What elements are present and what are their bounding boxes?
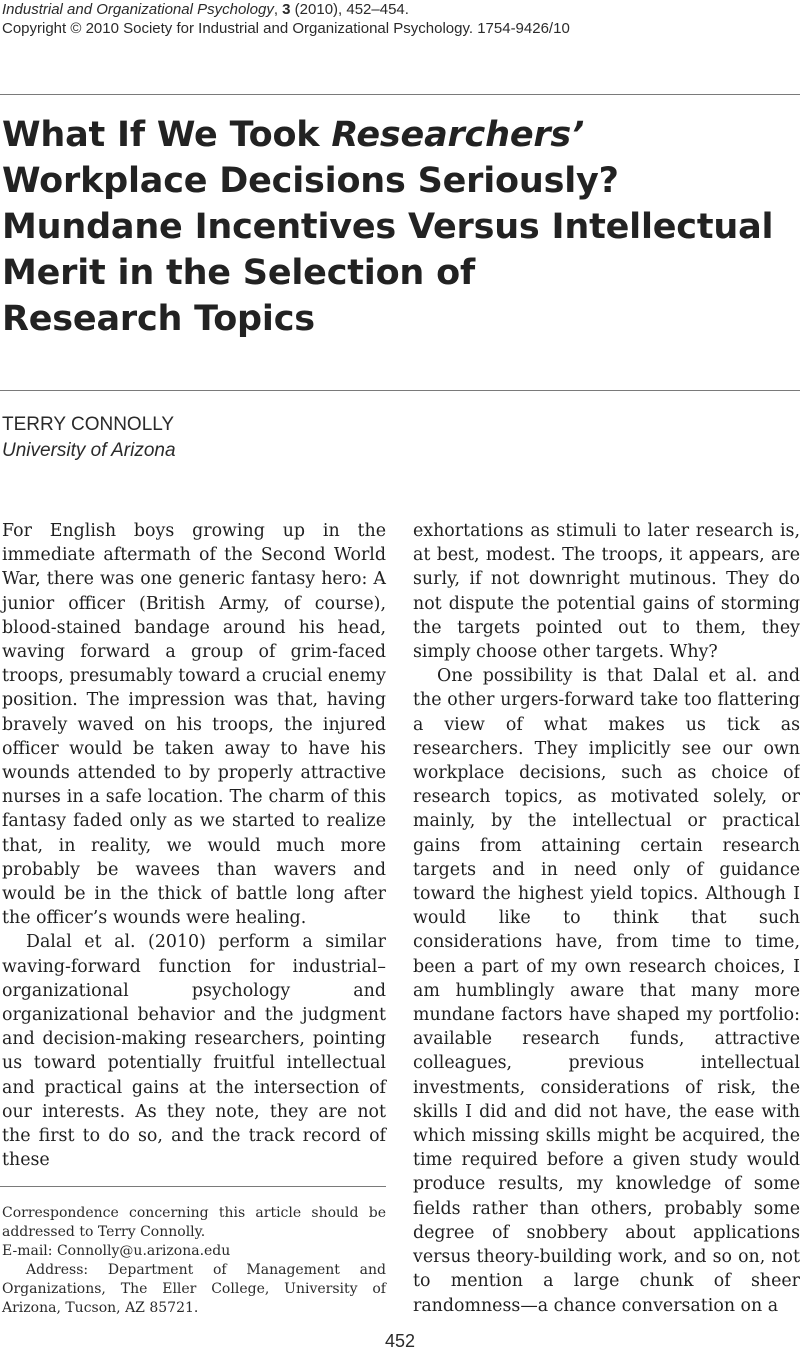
volume-number: 3 [282,1,291,18]
footnote-email: E-mail: Connolly@u.arizona.edu [2,1243,231,1259]
title-bottom-rule [0,390,800,391]
article-title [2,112,798,342]
copyright-line: Copyright © 2010 Society for Industrial and Organizational Psychology. 1754-9426/10 [2,20,570,37]
author-affiliation: University of Arizona [2,440,176,461]
journal-name: Industrial and Organizational Psychology [2,1,274,18]
title-line-1 [2,112,798,158]
body-column-left [2,519,386,1172]
title-line-1-italic: Researchers’ [331,115,585,155]
author-block [2,412,602,464]
title-line-3: Mundane Incentives Versus Intellectual [2,207,774,247]
footnote-correspondence: Correspondence concerning this article should be addressed to Terry Connolly. [2,1205,386,1240]
citation-text: , 3 (2010), 452–454. [273,1,409,18]
running-header [2,0,792,38]
title-line-1-text: What If We Took [2,115,332,155]
page-number: 452 [384,1331,416,1351]
title-line-4: Merit in the Selection of [2,253,475,293]
footnote [2,1204,386,1318]
paragraph-3: One possibility is that Dalal et al. and the other urgers-forward take too flattering a view of what makes us tick as researchers. They implicitly see our own workplace decisions, such as choice of research topics, as motivated solely, or mainly, by the intellectual or practical gains from attaining certain research targets and in need only of guidance toward the highest yield topics. Although I would like to think that such considerations have, from time to time, been a part of my own research choices, I am humblingly aware that many more mundane factors have shaped my portfolio: available research funds, attractive colleagues, previous intellectual investments, considerations of risk, the skills I did and did not have, the ease with which missing skills might be acquired, the time required before a given study would produce results, my knowledge of some fields rather than others, probably some degree of snobbery about applications versus theory-building work, and so on, not to mention a large chunk of sheer randomness—a chance conversation on a [413,666,800,1316]
author-name: TERRY CONNOLLY [2,414,175,435]
title-line-2: Workplace Decisions Seriously? [2,161,619,201]
paragraph-2-continued: exhortations as stimuli to later research is, at best, modest. The troops, it appears, are surly, if not downright mutinous. They do not dispute the potential gains of storming the targets pointed out to them, they simply choose other targets. Why? [413,521,800,663]
paragraph-1: For English boys growing up in the immediate aftermath of the Second World War, there was one generic fantasy hero: A junior officer (British Army, of course), blood-stained bandage around his head, waving forward a group of grim-faced troops, presumably toward a crucial enemy position. The impression was that, having bravely waved on his troops, the injured officer would be taken away to have his wounds attended to by properly attractive nurses in a safe location. The charm of this fantasy faded only as we started to realize that, in reality, we would much more probably be wavees than wavers and would be in the thick of battle long after the officer’s wounds were healing. [2,521,386,929]
footnote-rule [0,1186,386,1187]
paragraph-2: Dalal et al. (2010) perform a similar waving-forward function for industrial–organizational psychology and organizational behavior and the judgment and decision-making researchers, pointing us toward potentially fruitful intellectual and practical gains at the intersection of our interests. As they note, they are not the first to do so, and the track record of these [2,932,386,1171]
body-column-right [413,519,800,1318]
footnote-address: Address: Department of Management and Organizations, The Eller College, University of Arizona, Tucson, AZ 85721. [2,1262,386,1316]
title-top-rule [0,94,800,95]
title-line-5: Research Topics [2,299,315,339]
journal-citation [2,0,792,19]
